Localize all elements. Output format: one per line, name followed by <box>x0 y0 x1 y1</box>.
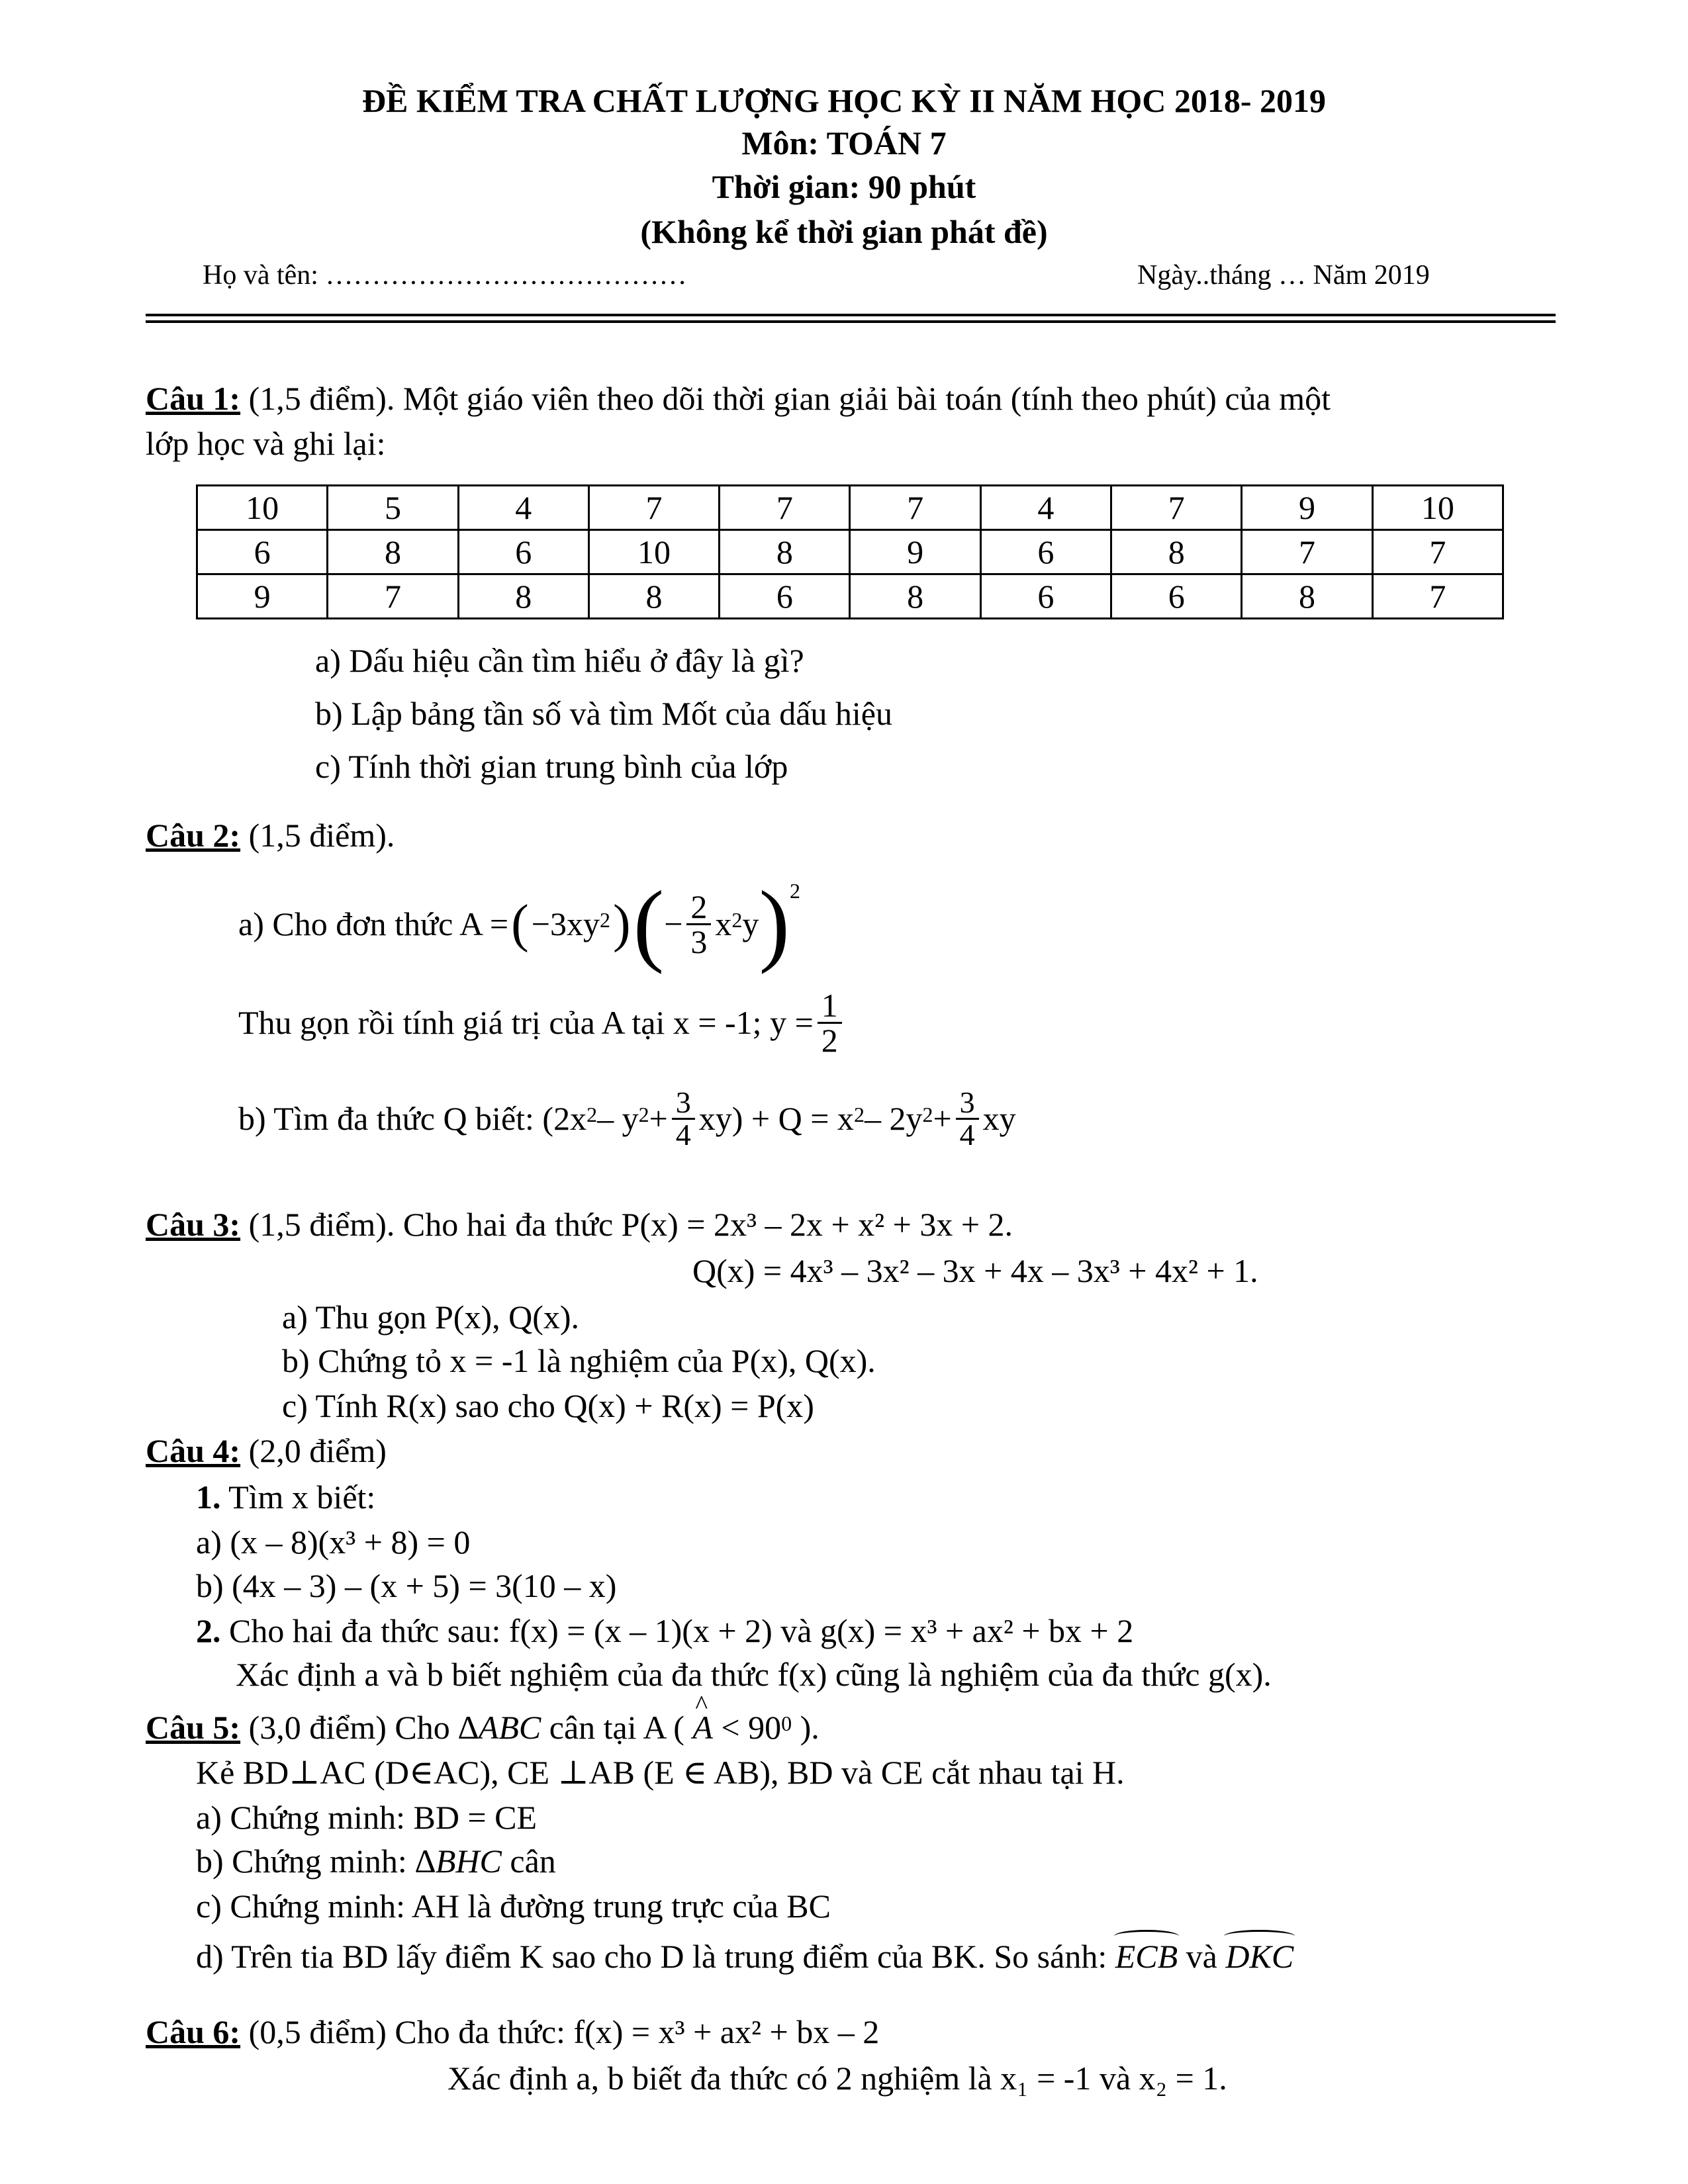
table-row <box>197 574 1503 619</box>
divider-bottom <box>146 320 1556 323</box>
q2a-exp1: 2 <box>599 908 610 932</box>
table-cell: 7 <box>1372 574 1503 619</box>
table-cell: 9 <box>850 530 980 574</box>
q2-label: Câu 2: <box>146 817 241 854</box>
table-cell: 8 <box>1111 530 1242 574</box>
q5d-prefix: d) Trên tia BD lấy điểm K sao cho D là trung điểm của BK. So sánh: <box>196 1938 1115 1975</box>
q2b-text-6: + <box>933 1100 952 1137</box>
table-cell: 8 <box>850 574 980 619</box>
q2-reduce-text: Thu gọn rồi tính giá trị của A tại x = -1; y = <box>238 1004 814 1041</box>
q2b-text-4: xy) + Q = x <box>698 1100 854 1137</box>
q3-line1 <box>146 1205 1013 1244</box>
q5-text-d: ). <box>792 1709 820 1746</box>
q5d-mid: và <box>1178 1938 1226 1975</box>
table-cell: 6 <box>980 574 1111 619</box>
angle-dkc: DKC <box>1225 1938 1294 1975</box>
table-cell: 8 <box>328 530 458 574</box>
q3-p: (1,5 điểm). Cho hai đa thức P(x) = 2x³ – 2x + x² + 3x + 2. <box>240 1206 1013 1243</box>
q3-label: Câu 3: <box>146 1206 241 1243</box>
date-line: Ngày..tháng … Năm 2019 <box>1137 260 1430 291</box>
triangle-bhc: ∆BHC <box>415 1843 502 1880</box>
table-cell: 6 <box>197 530 328 574</box>
q5-part-d <box>196 1936 1293 1976</box>
table-cell: 9 <box>197 574 328 619</box>
q1-label: Câu 1: <box>146 380 241 417</box>
paren-close-2: ) <box>759 872 790 975</box>
q1-part-b: b) Lập bảng tần số và tìm Mốt của dấu hiệu <box>315 695 892 732</box>
table-cell: 4 <box>458 486 588 530</box>
q4-label: Câu 4: <box>146 1432 241 1469</box>
q2b-sq-1: 2 <box>586 1103 598 1126</box>
q2b-sq-3: 2 <box>853 1103 865 1126</box>
angle-a: ^ A <box>692 1707 713 1747</box>
q5-text-b: cân tại A ( <box>541 1709 693 1746</box>
table-cell: 7 <box>1111 486 1242 530</box>
q3-part-b: b) Chứng tỏ x = -1 là nghiệm của P(x), Q(x). <box>282 1342 876 1379</box>
q5-part-c: c) Chứng minh: AH là đường trung trực của BC <box>196 1888 831 1925</box>
q2b-sq-4: 2 <box>922 1103 933 1126</box>
q6-line2: Xác định a, b biết đa thức có 2 nghiệm là x₁ = -1 và x₂ = 1. <box>447 2060 1227 2097</box>
q1-part-a: a) Dấu hiệu cần tìm hiểu ở đây là gì? <box>315 642 804 679</box>
table-cell: 5 <box>328 486 458 530</box>
exam-title: ĐỀ KIỂM TRA CHẤT LƯỢNG HỌC KỲ II NĂM HỌC 2018- 2019 <box>361 82 1327 119</box>
name-label: Họ và tên: <box>203 260 318 291</box>
q2a-outer-exp: 2 <box>790 879 801 903</box>
degree: 0 <box>781 1711 792 1735</box>
q3-q-poly: Q(x) = 4x³ – 3x² – 3x + 4x – 3x³ + 4x² + 1. <box>692 1252 1258 1289</box>
q2b-text-5: – 2y <box>864 1100 923 1137</box>
q4-part2 <box>196 1611 1133 1651</box>
q5-label: Câu 5: <box>146 1709 241 1746</box>
q5-part-b <box>196 1841 556 1881</box>
table-cell: 6 <box>1111 574 1242 619</box>
q4-p2-num: 2. <box>196 1612 221 1649</box>
table-cell: 7 <box>850 486 980 530</box>
q5-text-c: < 90 <box>712 1709 782 1746</box>
table-cell: 4 <box>980 486 1111 530</box>
fraction-three-quarters-2: $\frac{3}{4}$ <box>956 1087 979 1150</box>
table-cell: 8 <box>720 530 850 574</box>
q5b-suffix: cân <box>501 1843 556 1880</box>
q4-line1 <box>146 1431 387 1471</box>
table-cell: 10 <box>588 530 719 574</box>
table-cell: 6 <box>458 530 588 574</box>
q6-line1 <box>146 2012 879 2052</box>
table-cell: 7 <box>588 486 719 530</box>
table-cell: 6 <box>980 530 1111 574</box>
q4-part2-line2: Xác định a và b biết nghiệm của đa thức f(x) cũng là nghiệm của đa thức g(x). <box>236 1656 1272 1693</box>
q2a-prefix: a) Cho đơn thức A = <box>238 905 509 942</box>
table-row <box>197 530 1503 574</box>
subject: Môn: TOÁN 7 <box>741 124 947 161</box>
q2b-sq-2: 2 <box>638 1103 649 1126</box>
table-cell: 8 <box>1242 574 1372 619</box>
q2-reduce-line <box>238 979 846 1066</box>
q1-intro: (1,5 điểm). Một giáo viên theo dõi thời gian giải bài toán (tính theo phút) của một <box>240 380 1331 417</box>
name-line <box>203 258 686 293</box>
table-cell: 9 <box>1242 486 1372 530</box>
q5-part-a: a) Chứng minh: BD = CE <box>196 1799 538 1836</box>
fraction-one-half: $\frac{1}{2}$ <box>818 989 842 1057</box>
q2a-term3: y <box>742 905 759 942</box>
q4-points: (2,0 điểm) <box>240 1432 387 1469</box>
q1-part-c: c) Tính thời gian trung bình của lớp <box>315 748 788 785</box>
q5-line2: Kẻ BD⊥AC (D∈AC), CE ⊥AB (E ∈ AB), BD và CE cắt nhau tại H. <box>196 1754 1125 1791</box>
triangle-abc: ∆ABC <box>458 1709 541 1746</box>
q6-label: Câu 6: <box>146 2013 241 2050</box>
q2-part-a <box>238 872 801 975</box>
divider-top <box>146 314 1556 316</box>
q2-line1 <box>146 815 395 855</box>
q4-part-a: a) (x – 8)(x³ + 8) = 0 <box>196 1524 471 1561</box>
q5b-prefix: b) Chứng minh: <box>196 1843 416 1880</box>
table-cell: 8 <box>458 574 588 619</box>
q4-p2-text: Cho hai đa thức sau: f(x) = (x – 1)(x + 2) và g(x) = x³ + ax² + bx + 2 <box>220 1612 1134 1649</box>
q2-points: (1,5 điểm). <box>240 817 395 854</box>
q6-text: (0,5 điểm) Cho đa thức: f(x) = x³ + ax² + bx – 2 <box>240 2013 880 2050</box>
table-cell: 6 <box>720 574 850 619</box>
table-cell: 7 <box>1242 530 1372 574</box>
name-dots: ………………………………… <box>325 260 687 291</box>
q2b-text-3: + <box>649 1100 668 1137</box>
q4-part1 <box>196 1477 375 1517</box>
q2b-text-7: xy <box>982 1100 1016 1137</box>
duration: Thời gian: 90 phút <box>712 168 976 205</box>
table-cell: 7 <box>1372 530 1503 574</box>
q1-line2: lớp học và ghi lại: <box>146 425 386 462</box>
q2a-term1: −3xy <box>531 905 600 942</box>
q1-data-table <box>196 484 1504 619</box>
paren-open-1: ( <box>511 895 529 953</box>
q2-part-b <box>238 1079 1016 1158</box>
q5-text-a: (3,0 điểm) Cho <box>240 1709 459 1746</box>
q2a-term2: x <box>715 905 732 942</box>
q4-part-b: b) (4x – 3) – (x + 5) = 3(10 – x) <box>196 1567 617 1604</box>
paren-open-2: ( <box>633 872 665 975</box>
q3-part-a: a) Thu gọn P(x), Q(x). <box>282 1298 579 1336</box>
table-cell: 7 <box>328 574 458 619</box>
fraction-three-quarters-1: $\frac{3}{4}$ <box>672 1087 695 1150</box>
q2a-exp2: 2 <box>731 908 743 932</box>
q5-line1 <box>146 1707 820 1747</box>
table-cell: 8 <box>588 574 719 619</box>
q2b-text-1: b) Tìm đa thức Q biết: (2x <box>238 1100 587 1137</box>
q4-p1-text: Tìm x biết: <box>220 1479 376 1516</box>
table-cell: 10 <box>197 486 328 530</box>
table-row <box>197 486 1503 530</box>
angle-ecb: ECB <box>1115 1938 1178 1975</box>
table-cell: 10 <box>1372 486 1503 530</box>
q1-line1 <box>146 379 1331 418</box>
fraction-two-thirds: $\frac{2}{3}$ <box>686 890 711 958</box>
time-note: (Không kể thời gian phát đề) <box>640 213 1048 250</box>
table-cell: 7 <box>720 486 850 530</box>
paren-close-1: ) <box>612 895 631 953</box>
q2b-text-2: – y <box>597 1100 639 1137</box>
q4-p1-num: 1. <box>196 1479 221 1516</box>
q3-part-c: c) Tính R(x) sao cho Q(x) + R(x) = P(x) <box>282 1387 814 1424</box>
minus-sign: − <box>664 905 683 942</box>
